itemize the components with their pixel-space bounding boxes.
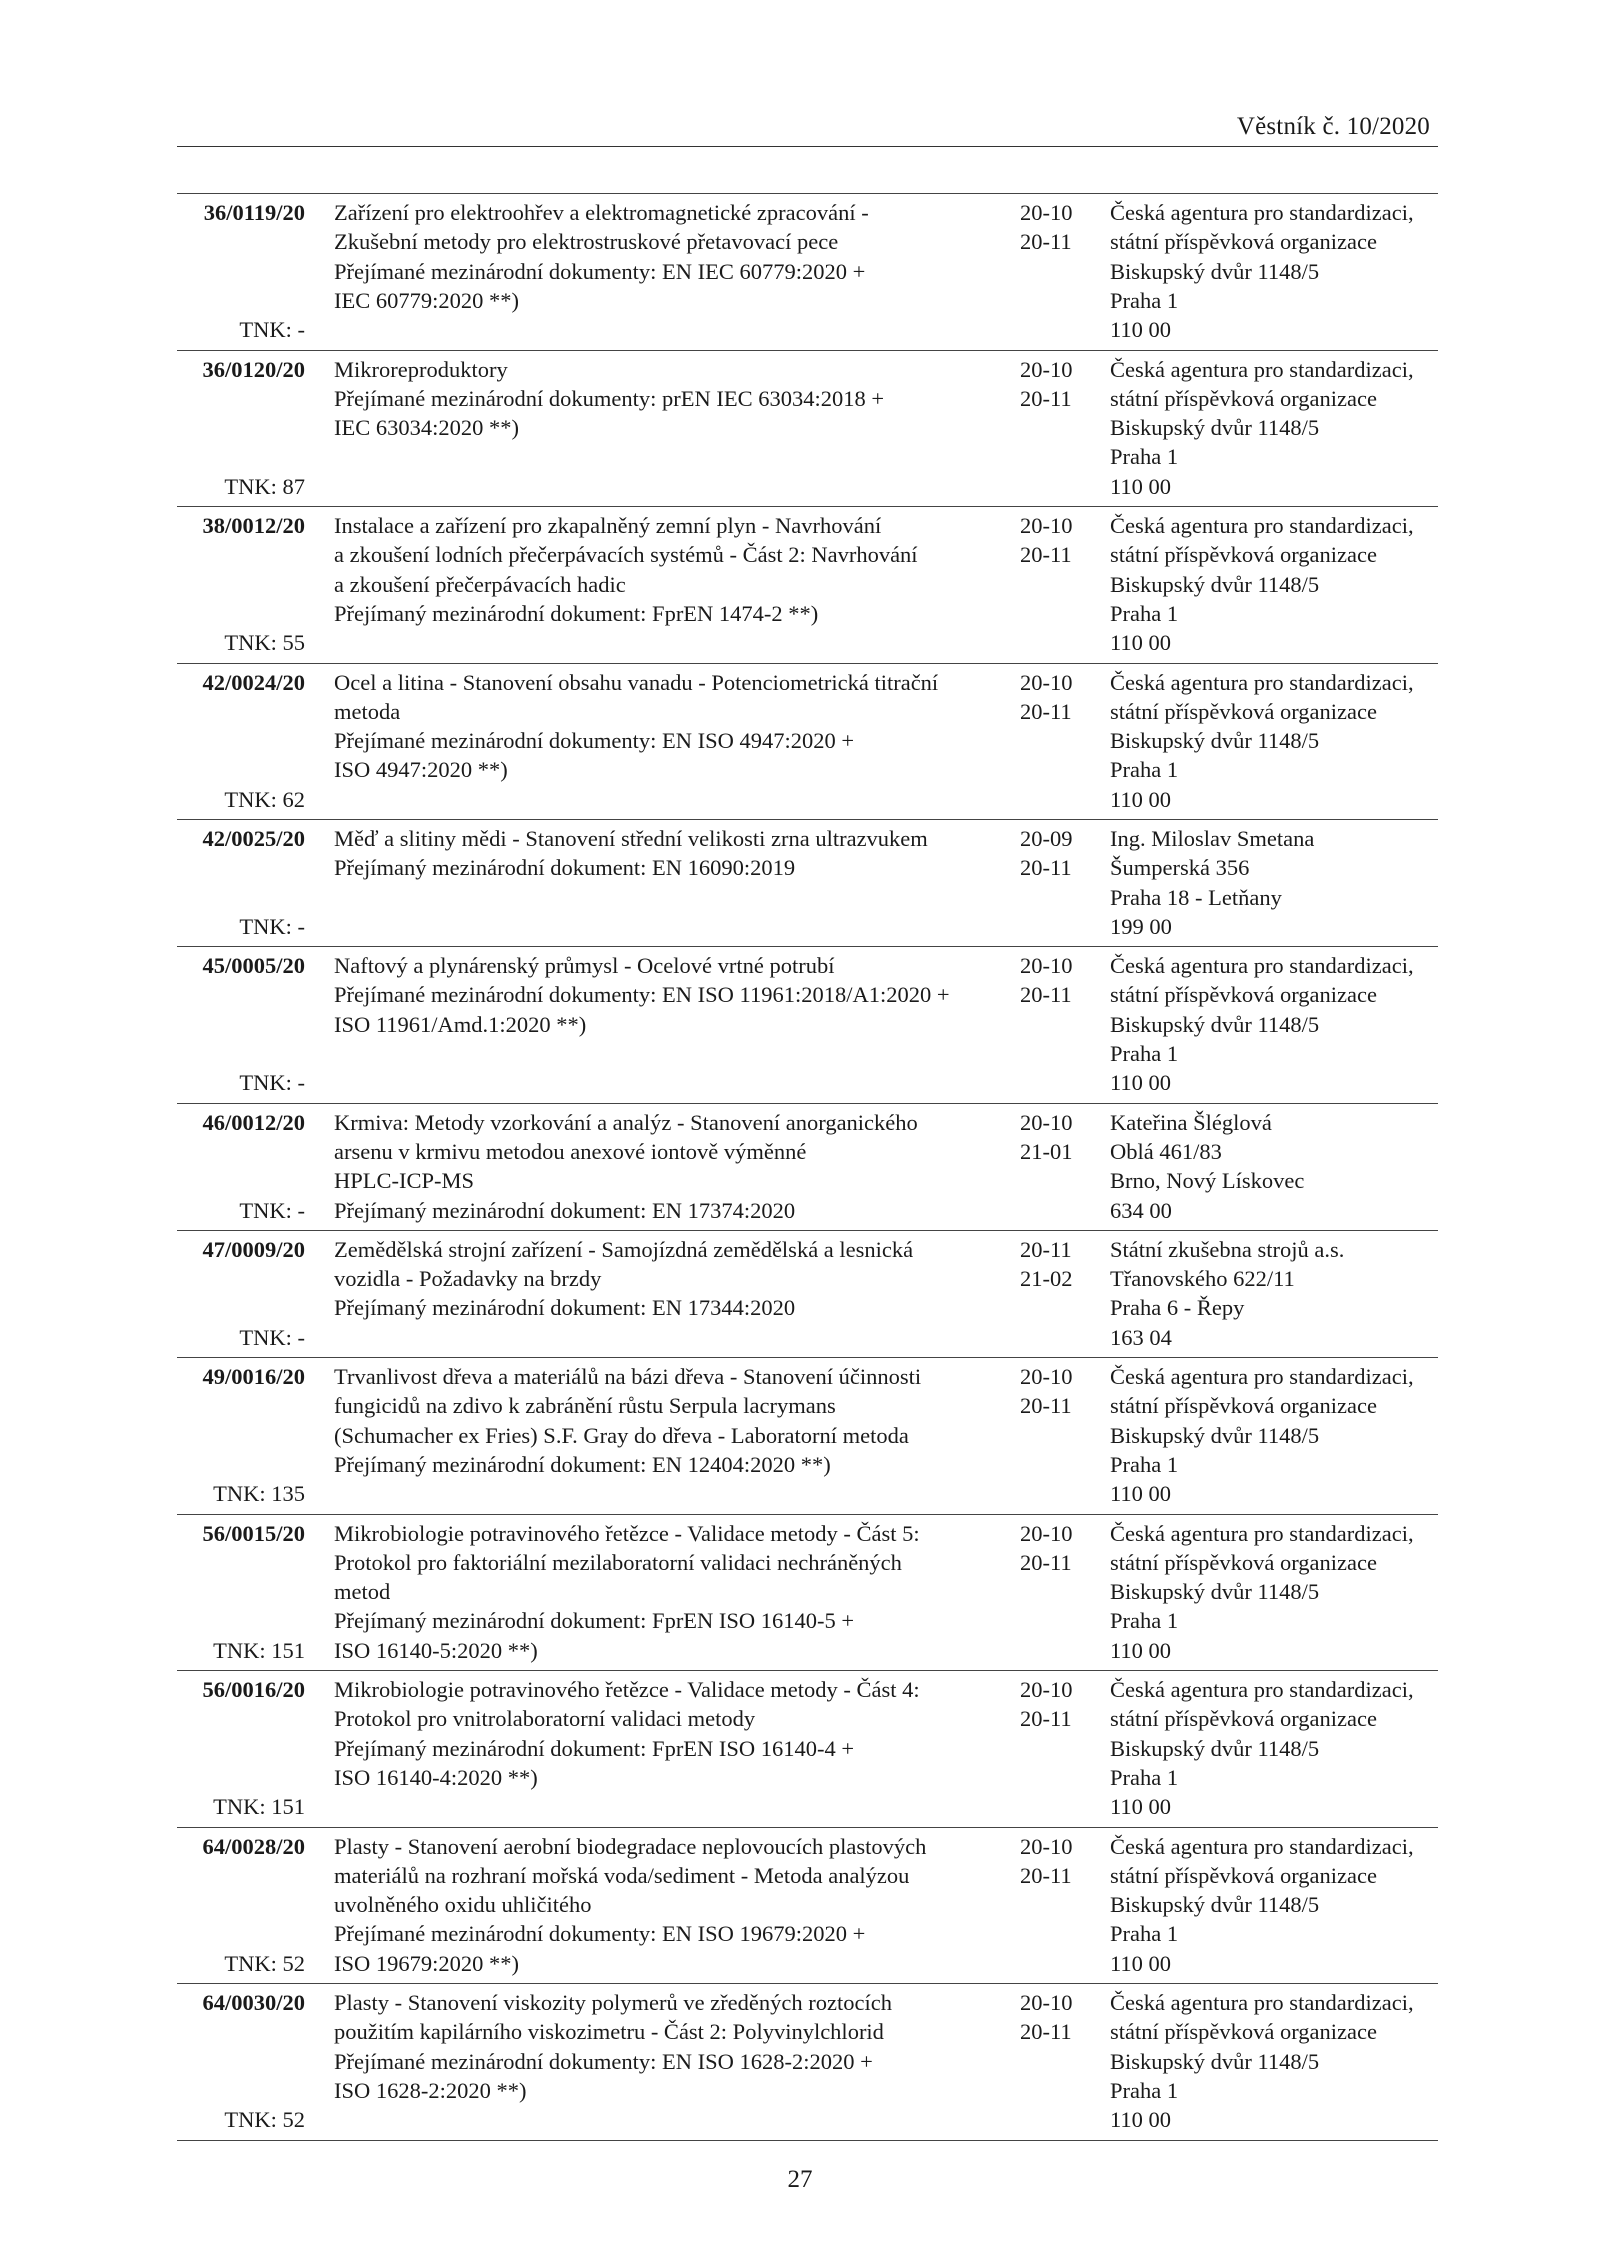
date-code: 20-11 — [1020, 385, 1072, 411]
address-line: státní příspěvková organizace — [1110, 2019, 1377, 2045]
description-line: HPLC-ICP-MS — [334, 1168, 475, 1194]
tnk-label: TNK: - — [239, 1070, 305, 1096]
date-code: 20-11 — [1020, 542, 1072, 568]
address-line: Biskupský dvůr 1148/5 — [1110, 728, 1320, 754]
description-line: Přejímaný mezinárodní dokument: FprEN 1474-2 **) — [334, 600, 819, 626]
description-line: Přejímané mezinárodní dokumenty: EN ISO 19679:2020 + — [334, 1921, 866, 1947]
description-line: Protokol pro vnitrolaboratorní validaci metody — [334, 1706, 756, 1732]
date-code: 21-01 — [1020, 1138, 1073, 1164]
address-line: Česká agentura pro standardizaci, — [1110, 356, 1414, 382]
standard-description — [334, 511, 1014, 658]
standard-description — [334, 1235, 1014, 1352]
description-line: Mikrobiologie potravinového řetězce - Validace metody - Část 5: — [334, 1520, 920, 1546]
standard-description — [334, 951, 1014, 1098]
date-codes — [1020, 355, 1090, 414]
contact-address — [1110, 1362, 1440, 1508]
date-code: 21-02 — [1020, 1266, 1073, 1292]
description-line: Plasty - Stanovení viskozity polymerů ve zředěných roztocích — [334, 1990, 892, 2016]
standard-description — [334, 1832, 1014, 1979]
address-line: Biskupský dvůr 1148/5 — [1110, 1892, 1320, 1918]
address-line: 110 00 — [1110, 786, 1172, 812]
description-line: Přejímané mezinárodní dokumenty: EN ISO 4947:2020 + — [334, 728, 855, 754]
description-line: použitím kapilárního viskozimetru - Část 2: Polyvinylchlorid — [334, 2019, 884, 2045]
address-line: 634 00 — [1110, 1197, 1172, 1223]
address-line: 110 00 — [1110, 1481, 1172, 1507]
table-row — [177, 1828, 1438, 1985]
table-row — [177, 947, 1438, 1104]
address-line: 110 00 — [1110, 1637, 1172, 1663]
description-line: Přejímané mezinárodní dokumenty: EN IEC 60779:2020 + — [334, 258, 866, 284]
address-line: Státní zkušebna strojů a.s. — [1110, 1236, 1345, 1262]
description-line: ISO 4947:2020 **) — [334, 757, 508, 783]
contact-address — [1110, 1519, 1440, 1665]
date-code: 20-10 — [1020, 669, 1073, 695]
date-code: 20-10 — [1020, 200, 1073, 225]
standards-table — [177, 193, 1438, 2141]
standard-description — [334, 1362, 1014, 1509]
address-line: Praha 6 - Řepy — [1110, 1295, 1245, 1321]
address-line: státní příspěvková organizace — [1110, 698, 1377, 724]
description-line: ISO 16140-5:2020 **) — [334, 1637, 538, 1663]
date-code: 20-10 — [1020, 356, 1073, 382]
address-line: Česká agentura pro standardizaci, — [1110, 1364, 1414, 1390]
contact-address — [1110, 511, 1440, 657]
table-row — [177, 351, 1438, 508]
address-line: 110 00 — [1110, 630, 1172, 656]
table-row — [177, 1358, 1438, 1515]
date-code: 20-11 — [1020, 1549, 1072, 1575]
contact-address — [1110, 824, 1440, 941]
description-line: a zkoušení lodních přečerpávacích systémů - Část 2: Navrhování — [334, 542, 918, 568]
description-line: fungicidů na zdivo k zabránění růstu Serpula lacrymans — [334, 1393, 836, 1419]
address-line: Třanovského 622/11 — [1110, 1266, 1295, 1292]
address-line: Biskupský dvůr 1148/5 — [1110, 415, 1320, 441]
address-line: státní příspěvková organizace — [1110, 982, 1377, 1008]
address-line: Praha 1 — [1110, 1921, 1179, 1947]
address-line: Brno, Nový Lískovec — [1110, 1168, 1305, 1194]
standard-id-cell — [177, 1832, 305, 1979]
date-code: 20-10 — [1020, 1833, 1073, 1859]
address-line: Česká agentura pro standardizaci, — [1110, 669, 1414, 695]
description-line: metod — [334, 1579, 391, 1605]
standard-code: 45/0005/20 — [202, 953, 305, 979]
tnk-label: TNK: 151 — [213, 1794, 305, 1820]
standard-id-cell — [177, 1235, 305, 1352]
table-row — [177, 1984, 1438, 2141]
description-line: Mikroreproduktory — [334, 356, 508, 382]
date-code: 20-11 — [1020, 855, 1072, 881]
contact-address — [1110, 1675, 1440, 1821]
header-divider — [177, 146, 1438, 147]
description-line: Naftový a plynárenský průmysl - Ocelové vrtné potrubí — [334, 953, 835, 979]
date-code: 20-10 — [1020, 953, 1073, 979]
description-line: Mikrobiologie potravinového řetězce - Validace metody - Část 4: — [334, 1677, 920, 1703]
address-line: Oblá 461/83 — [1110, 1138, 1222, 1164]
standard-description — [334, 824, 1014, 941]
standard-id-cell — [177, 1362, 305, 1509]
address-line: Praha 1 — [1110, 757, 1179, 783]
description-line: arsenu v krmivu metodou anexové iontově výměnné — [334, 1138, 807, 1164]
date-code: 20-10 — [1020, 513, 1073, 538]
address-line: státní příspěvková organizace — [1110, 1706, 1377, 1732]
tnk-label: TNK: 52 — [224, 1950, 305, 1976]
date-code: 20-11 — [1020, 1862, 1072, 1888]
description-line: Trvanlivost dřeva a materiálů na bázi dřeva - Stanovení účinnosti — [334, 1364, 922, 1390]
contact-address — [1110, 1988, 1440, 2134]
description-line: Instalace a zařízení pro zkapalněný zemní plyn - Navrhování — [334, 513, 882, 538]
address-line: 163 04 — [1110, 1324, 1172, 1350]
standard-code: 46/0012/20 — [202, 1109, 305, 1135]
description-line: ISO 19679:2020 **) — [334, 1950, 519, 1976]
address-line: Praha 1 — [1110, 1764, 1179, 1790]
tnk-label: TNK: 62 — [224, 786, 305, 812]
date-code: 20-11 — [1020, 1706, 1072, 1732]
address-line: 110 00 — [1110, 2107, 1172, 2133]
standard-id-cell — [177, 1988, 305, 2135]
standard-code: 64/0028/20 — [202, 1833, 305, 1859]
description-line: Přejímané mezinárodní dokumenty: EN ISO 1628-2:2020 + — [334, 2048, 873, 2074]
description-line: Zemědělská strojní zařízení - Samojízdná zemědělská a lesnická — [334, 1236, 914, 1262]
tnk-label: TNK: - — [239, 317, 305, 343]
date-codes — [1020, 668, 1090, 727]
standard-code: 64/0030/20 — [202, 1990, 305, 2016]
date-code: 20-10 — [1020, 1520, 1073, 1546]
description-line: Krmiva: Metody vzorkování a analýz - Stanovení anorganického — [334, 1109, 918, 1135]
description-line: uvolněného oxidu uhličitého — [334, 1892, 592, 1918]
address-line: Česká agentura pro standardizaci, — [1110, 1520, 1414, 1546]
description-line: Měď a slitiny mědi - Stanovení střední velikosti zrna ultrazvukem — [334, 826, 928, 851]
description-line: materiálů na rozhraní mořská voda/sediment - Metoda analýzou — [334, 1862, 910, 1888]
address-line: Česká agentura pro standardizaci, — [1110, 1833, 1414, 1859]
standard-code: 42/0025/20 — [202, 826, 305, 851]
address-line: Praha 1 — [1110, 287, 1179, 313]
address-line: Česká agentura pro standardizaci, — [1110, 200, 1414, 225]
address-line: Praha 1 — [1110, 1451, 1179, 1477]
date-code: 20-11 — [1020, 1393, 1072, 1419]
address-line: 110 00 — [1110, 473, 1172, 499]
description-line: Přejímané mezinárodní dokumenty: EN ISO 11961:2018/A1:2020 + — [334, 982, 950, 1008]
standard-id-cell — [177, 355, 305, 502]
standard-code: 36/0120/20 — [202, 356, 305, 382]
contact-address — [1110, 355, 1440, 501]
date-codes — [1020, 951, 1090, 1010]
address-line: Biskupský dvůr 1148/5 — [1110, 1579, 1320, 1605]
address-line: Česká agentura pro standardizaci, — [1110, 1677, 1414, 1703]
address-line: Praha 1 — [1110, 2077, 1179, 2103]
table-row — [177, 1231, 1438, 1358]
description-line: IEC 60779:2020 **) — [334, 287, 519, 313]
date-codes — [1020, 1519, 1090, 1578]
date-code: 20-11 — [1020, 982, 1072, 1008]
address-line: Biskupský dvůr 1148/5 — [1110, 1422, 1320, 1448]
contact-address — [1110, 1108, 1440, 1225]
description-line: Ocel a litina - Stanovení obsahu vanadu - Potenciometrická titrační — [334, 669, 939, 695]
address-line: Biskupský dvůr 1148/5 — [1110, 2048, 1320, 2074]
address-line: Kateřina Šléglová — [1110, 1109, 1272, 1135]
tnk-label: TNK: - — [239, 1197, 305, 1223]
description-line: vozidla - Požadavky na brzdy — [334, 1266, 602, 1292]
address-line: státní příspěvková organizace — [1110, 1393, 1377, 1419]
address-line: Biskupský dvůr 1148/5 — [1110, 258, 1320, 284]
description-line: Plasty - Stanovení aerobní biodegradace neplovoucích plastových — [334, 1833, 927, 1859]
standard-id-cell — [177, 198, 305, 345]
tnk-label: TNK: 52 — [224, 2107, 305, 2133]
tnk-label: TNK: 135 — [213, 1481, 305, 1507]
address-line: státní příspěvková organizace — [1110, 385, 1377, 411]
standard-code: 36/0119/20 — [203, 200, 305, 225]
standard-description — [334, 355, 1014, 502]
date-codes — [1020, 1675, 1090, 1734]
description-line: Přejímaný mezinárodní dokument: EN 17344:2020 — [334, 1295, 796, 1321]
date-code: 20-11 — [1020, 698, 1072, 724]
address-line: Biskupský dvůr 1148/5 — [1110, 571, 1320, 597]
table-row — [177, 1671, 1438, 1828]
address-line: Praha 1 — [1110, 600, 1179, 626]
address-line: Praha 1 — [1110, 444, 1179, 470]
standard-code: 38/0012/20 — [202, 513, 305, 538]
tnk-label: TNK: - — [239, 913, 305, 939]
date-code: 20-10 — [1020, 1364, 1073, 1390]
standard-code: 47/0009/20 — [202, 1236, 305, 1262]
description-line: metoda — [334, 698, 401, 724]
contact-address — [1110, 1235, 1440, 1352]
address-line: Praha 1 — [1110, 1041, 1179, 1067]
standard-description — [334, 1675, 1014, 1822]
standard-id-cell — [177, 951, 305, 1098]
description-line: Přejímaný mezinárodní dokument: FprEN ISO 16140-5 + — [334, 1608, 855, 1634]
description-line: (Schumacher ex Fries) S.F. Gray do dřeva - Laboratorní metoda — [334, 1422, 909, 1448]
address-line: Biskupský dvůr 1148/5 — [1110, 1011, 1320, 1037]
address-line: Česká agentura pro standardizaci, — [1110, 953, 1414, 979]
date-code: 20-11 — [1020, 229, 1072, 255]
date-code: 20-09 — [1020, 826, 1073, 851]
table-row — [177, 820, 1438, 947]
date-codes — [1020, 1362, 1090, 1421]
address-line: státní příspěvková organizace — [1110, 229, 1377, 255]
date-codes — [1020, 511, 1090, 570]
address-line: státní příspěvková organizace — [1110, 1549, 1377, 1575]
contact-address — [1110, 1832, 1440, 1978]
address-line: 110 00 — [1110, 1950, 1172, 1976]
date-code: 20-10 — [1020, 1677, 1073, 1703]
description-line: IEC 63034:2020 **) — [334, 415, 519, 441]
description-line: Přejímané mezinárodní dokumenty: prEN IEC 63034:2018 + — [334, 385, 885, 411]
address-line: 110 00 — [1110, 317, 1172, 343]
standard-code: 42/0024/20 — [202, 669, 305, 695]
date-codes — [1020, 1235, 1090, 1294]
tnk-label: TNK: 151 — [213, 1637, 305, 1663]
address-line: státní příspěvková organizace — [1110, 1862, 1377, 1888]
description-line: ISO 1628-2:2020 **) — [334, 2077, 527, 2103]
standard-id-cell — [177, 824, 305, 941]
table-row — [177, 194, 1438, 351]
standard-id-cell — [177, 1519, 305, 1666]
standard-code: 49/0016/20 — [202, 1364, 305, 1390]
standard-description — [334, 1108, 1014, 1225]
standard-description — [334, 668, 1014, 815]
address-line: Praha 1 — [1110, 1608, 1179, 1634]
standard-id-cell — [177, 511, 305, 658]
contact-address — [1110, 951, 1440, 1097]
description-line: Přejímaný mezinárodní dokument: EN 17374:2020 — [334, 1197, 796, 1223]
date-codes — [1020, 198, 1090, 257]
standard-id-cell — [177, 1675, 305, 1822]
address-line: Ing. Miloslav Smetana — [1110, 826, 1315, 851]
description-line: Zkušební metody pro elektrostruskové přetavovací pece — [334, 229, 839, 255]
description-line: Přejímaný mezinárodní dokument: EN 12404:2020 **) — [334, 1451, 831, 1477]
address-line: 110 00 — [1110, 1070, 1172, 1096]
address-line: Šumperská 356 — [1110, 855, 1250, 881]
date-code: 20-11 — [1020, 2019, 1072, 2045]
date-code: 20-10 — [1020, 1990, 1073, 2016]
address-line: 199 00 — [1110, 913, 1172, 939]
description-line: a zkoušení přečerpávacích hadic — [334, 571, 626, 597]
description-line: Protokol pro faktoriální mezilaboratorní validaci nechráněných — [334, 1549, 902, 1575]
address-line: státní příspěvková organizace — [1110, 542, 1377, 568]
tnk-label: TNK: 55 — [224, 630, 305, 656]
journal-title: Věstník č. 10/2020 — [1236, 113, 1430, 140]
description-line: Zařízení pro elektroohřev a elektromagnetické zpracování - — [334, 200, 869, 225]
description-line: Přejímaný mezinárodní dokument: FprEN ISO 16140-4 + — [334, 1735, 855, 1761]
table-row — [177, 1104, 1438, 1231]
table-row — [177, 1515, 1438, 1672]
date-codes — [1020, 824, 1090, 883]
standard-id-cell — [177, 1108, 305, 1225]
contact-address — [1110, 668, 1440, 814]
standard-description — [334, 198, 1014, 345]
table-row — [177, 507, 1438, 664]
date-code: 20-11 — [1020, 1236, 1072, 1262]
description-line: ISO 16140-4:2020 **) — [334, 1764, 538, 1790]
description-line: Přejímaný mezinárodní dokument: EN 16090:2019 — [334, 855, 796, 881]
address-line: Česká agentura pro standardizaci, — [1110, 513, 1414, 538]
standard-code: 56/0016/20 — [202, 1677, 305, 1703]
page-number: 27 — [787, 2166, 813, 2193]
standard-code: 56/0015/20 — [202, 1520, 305, 1546]
address-line: 110 00 — [1110, 1794, 1172, 1820]
address-line: Praha 18 - Letňany — [1110, 884, 1282, 910]
tnk-label: TNK: - — [239, 1324, 305, 1350]
date-codes — [1020, 1832, 1090, 1891]
date-code: 20-10 — [1020, 1109, 1073, 1135]
address-line: Biskupský dvůr 1148/5 — [1110, 1735, 1320, 1761]
date-codes — [1020, 1988, 1090, 2047]
description-line: ISO 11961/Amd.1:2020 **) — [334, 1011, 587, 1037]
standard-description — [334, 1519, 1014, 1666]
standard-description — [334, 1988, 1014, 2135]
date-codes — [1020, 1108, 1090, 1167]
contact-address — [1110, 198, 1440, 344]
standard-id-cell — [177, 668, 305, 815]
table-row — [177, 664, 1438, 821]
address-line: Česká agentura pro standardizaci, — [1110, 1990, 1414, 2016]
tnk-label: TNK: 87 — [224, 473, 305, 499]
